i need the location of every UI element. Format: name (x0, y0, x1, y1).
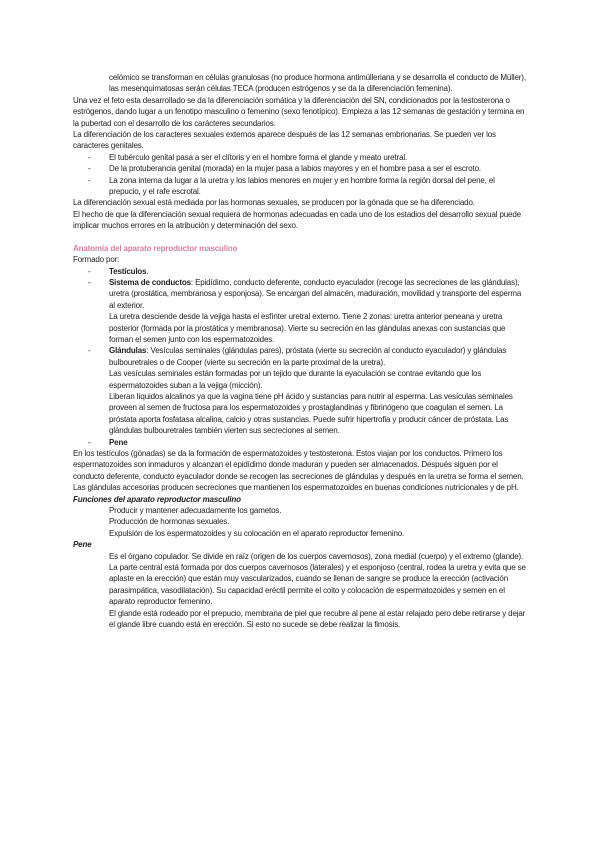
list-item (73, 175, 528, 198)
list-item-ducts (73, 277, 528, 311)
anatomy-list (73, 266, 528, 449)
paragraph-continuation: celómico se transforman en células granulosas (no produce hormona antimülleriana y se desarrolla el conducto de Müller), las mesenquimatosas serán células TECA (producen estrógenos y se da la diferenciación femenina). (109, 73, 526, 94)
genital-list (73, 152, 528, 198)
list-item-penis (73, 437, 528, 448)
list-item-text: El tubérculo genital pasa a ser el clítoris y en el hombre forma el glande y meato uretral. (109, 152, 408, 162)
formed-by-label: Formado por: (73, 255, 120, 265)
term-glands: Glándulas (109, 346, 147, 356)
functions-heading: Funciones del aparato reproductor masculino (73, 494, 241, 504)
penis-paragraph-1: Es el órgano copulador. Se divide en raíz (origen de los cuerpos cavernosos), zona medial (cuerpo) y el extremo (glande). La parte central está formada por dos cuerpos cavernosos (laterales) y el esponjoso (central, rodea la uretra y evita que se aplaste en la erección) que están muy vascularizados, cuando se llenan de sangre se produce la erección (activación parasimpática, vasodilatación). Su capacidad eréctil permite el coito y colocación de espermatozoides y semen en el aparato reproductor femenino. (109, 551, 526, 607)
list-item-text: La zona interna da lugar a la uretra y los labios menores en mujer y en hombre forma la región dorsal del pene, el prepucio, y el rafe escrotal. (109, 175, 495, 197)
term-penis: Pene (109, 437, 128, 447)
term-period: . (146, 266, 149, 276)
paragraph-external-characters: La diferenciación de los caracteres sexuales externos aparece después de las 12 semanas embrionarias. Se pueden ver los caracteres genitales. (73, 130, 496, 151)
dash-bullet: - (88, 152, 91, 162)
dash-bullet: - (88, 346, 91, 356)
dash-bullet: - (88, 437, 91, 447)
seminal-vesicles-paragraph: Las vesículas seminales están formadas por un tejido que durante la eyaculación se contrae evitando que los espermatozoides suban a la vejiga (micción). (109, 369, 482, 390)
section-heading: Anatomía del aparato reproductor masculino (73, 243, 238, 253)
penis-paragraph-2: El glande está rodeado por el prepucio, membrana de piel que recubre al pene al estar relajado pero debe retirarse y dejar el glande libre cuando está en erección. Si esto no sucede se debe realizar la fimosis. (109, 608, 526, 630)
paragraph-somatic-differentiation: Una vez el feto esta desarrollado se da la diferenciación somática y la diferenciación del SN, condicionados por la testosterona o estrógenos, dando lugar a un fenotipo masculino o femenino (sexo fenotípico). Empieza a las 12 semanas de gestación y termina en la pubertad con el desarrollo de los carácteres secundarios. (73, 95, 525, 128)
function-item: Expulsión de los espermatozoides y su colocación en el aparato reproductor femenino. (109, 528, 405, 538)
document-body (73, 72, 528, 631)
alkaline-fluids-paragraph: Liberan líquidos alcalinos ya que la vagina tiene pH ácido y sustancias para nutrir al esperma. Las vesículas seminales proveen al semen de fructosa para los espermatozoides y prostaglandinas y fibrinógeno que coagulan el semen. La próstata aporta fosfatasa alcalina, calcio y otras sustancias. Puede sufrir hipertrofia y producir cáncer de próstata. Las glándulas bulbouretrales también vierten sus secreciones al semen. (109, 391, 513, 436)
dash-bullet: - (88, 164, 91, 174)
glands-description: : Vesículas seminales (glándulas pares), próstata (vierte su secreción al conducto eyaculador) y glándulas bulbouretrales o de Cooper (vierte su secreción en la parte proximal de la uretra). (109, 346, 507, 367)
paragraph-hormones: La diferenciación sexual está mediada por las hormonas sexuales, se producen por la gónada que se ha diferenciado. (73, 198, 475, 208)
function-item: Producción de hormonas sexuales. (109, 517, 230, 527)
paragraph-testicles-process: En los testículos (gónadas) se da la formación de espermatozoides y testosterona. Estos viajan por los conductos. Primero los espermatozoides son inmaduros y alcanzan el epidídimo donde maduran y pueden ser almacenados. Después siguen por el conducto deferente, conducto eyaculador donde se recogen las secreciones de glándulas y después en la uretra se forma el semen. Las glándulas accesorias producen secreciones que mantienen los espermatozoides en buenas condiciones nutricionales y de pH. (73, 449, 524, 493)
dash-bullet: - (88, 175, 91, 185)
list-item-testicles (73, 266, 528, 277)
ducts-description: : Epidídimo, conducto deferente, conducto eyaculador (recoge las secreciones de las glándulas), uretra (prostática, membranosa y esponjosa). Se encargan del almacén, maduración, movilidad y transporte del esperma al exterior. (109, 277, 522, 310)
term-testicles: Testículos (109, 266, 147, 276)
list-item (73, 163, 528, 174)
urethra-paragraph: La uretra desciende desde la vejiga hasta el esfínter uretral externo. Tiene 2 zonas: uretra anterior peneana y uretra posterior (formada por la prostática y membranosa). Vierte su secreción en las glándulas anexas con sustancias que forman el semen junto con los espermatozoides. (109, 312, 506, 344)
dash-bullet: - (88, 277, 91, 287)
paragraph-errors: El hecho de que la diferenciación sexual requiera de hormonas adecuadas en cada uno de los estadios del desarrollo sexual puede implicar muchos errores en la atribución y determinación del sexo. (73, 209, 521, 231)
list-item-text: De la protuberancia genital (morada) en la mujer pasa a labios mayores y en el hombre pasa a ser el escroto. (109, 164, 482, 174)
list-item (73, 152, 528, 163)
list-item-glands (73, 345, 528, 368)
term-ducts: Sistema de conductos (109, 277, 191, 287)
penis-heading: Pene (73, 540, 92, 550)
function-item: Producir y mantener adecuadamente los gametos. (109, 506, 282, 516)
dash-bullet: - (88, 266, 91, 276)
